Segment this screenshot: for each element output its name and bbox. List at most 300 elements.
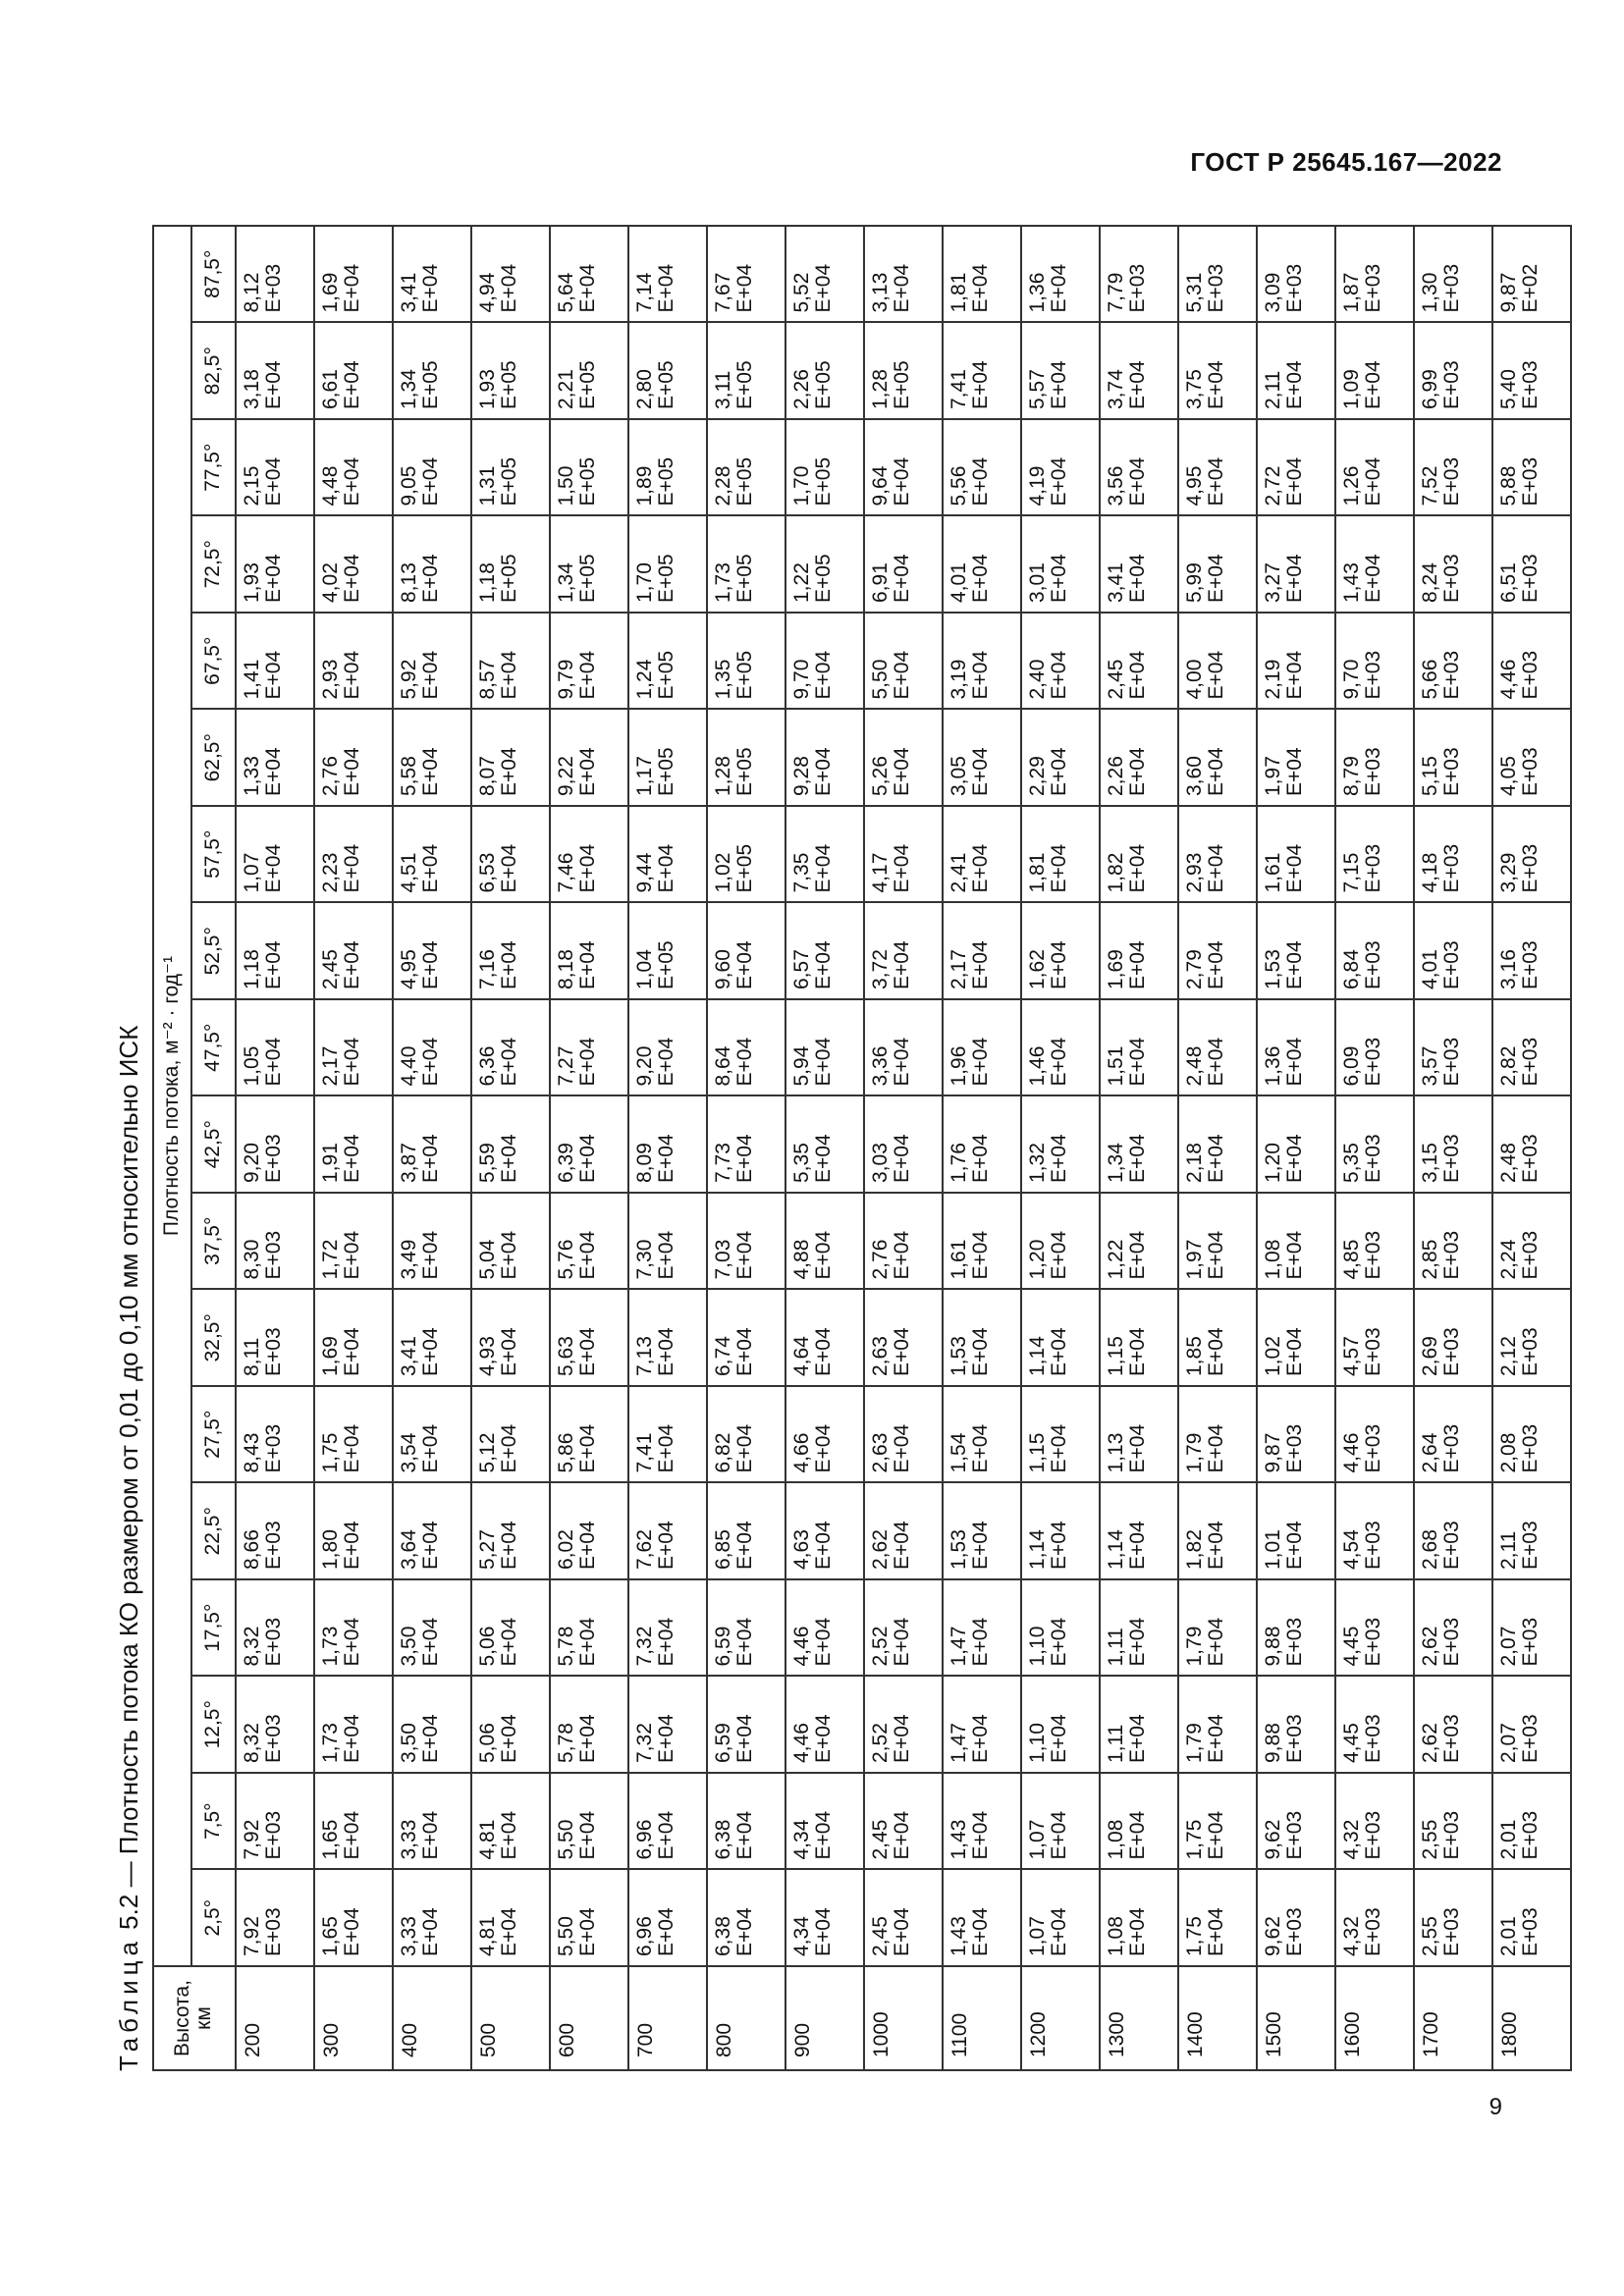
caption-dash: — (114, 1861, 143, 1888)
flux-value-cell (314, 903, 393, 1000)
value-exponent: E+04 (812, 1714, 835, 1763)
value-mantissa: 1,01 (1262, 1529, 1284, 1570)
value-exponent: E+03 (262, 1714, 285, 1763)
value-exponent: E+04 (655, 1327, 677, 1376)
flux-value-cell (314, 419, 393, 516)
flux-value-cell (785, 1386, 864, 1483)
flux-value-cell (707, 1677, 785, 1774)
value-exponent: E+03 (1283, 1617, 1306, 1667)
value-mantissa: 4,32 (1340, 1916, 1363, 1956)
value-exponent: E+04 (1362, 360, 1384, 409)
flux-value-cell (1492, 419, 1571, 516)
value-exponent: E+04 (891, 1327, 913, 1376)
flux-value-cell (393, 710, 471, 807)
angle-header: 87,5° (191, 226, 236, 323)
value-exponent: E+04 (419, 747, 442, 796)
flux-value-cell (471, 999, 550, 1096)
value-mantissa: 3,60 (1183, 756, 1206, 796)
value-exponent: E+04 (576, 1037, 599, 1087)
flux-value-cell (314, 1290, 393, 1387)
value-exponent: E+04 (969, 1907, 992, 1956)
flux-value-cell (1257, 613, 1335, 710)
value-mantissa: 3,50 (398, 1626, 420, 1667)
altitude-cell: 900 (785, 1966, 864, 2070)
value-mantissa: 1,14 (1105, 1529, 1127, 1570)
flux-value-cell (785, 419, 864, 516)
flux-value-cell (628, 1386, 707, 1483)
value-mantissa: 1,53 (1262, 949, 1284, 989)
value-exponent: E+03 (262, 1423, 285, 1473)
value-mantissa: 1,82 (1183, 1529, 1206, 1570)
value-exponent: E+04 (576, 263, 599, 313)
flux-value-cell (943, 1096, 1021, 1194)
value-exponent: E+04 (812, 1327, 835, 1376)
flux-value-cell (864, 226, 943, 323)
value-mantissa: 6,59 (712, 1626, 734, 1667)
flux-value-cell (236, 1290, 314, 1387)
value-exponent: E+03 (1519, 1714, 1542, 1763)
value-exponent: E+03 (1519, 1521, 1542, 1570)
flux-value-cell (864, 1483, 943, 1580)
value-exponent: E+04 (341, 1037, 363, 1087)
value-mantissa: 6,36 (476, 1045, 499, 1087)
value-mantissa: 2,68 (1419, 1529, 1441, 1570)
flux-value-cell (1492, 1483, 1571, 1580)
value-mantissa: 2,07 (1497, 1626, 1520, 1667)
value-mantissa: 4,81 (476, 1819, 499, 1860)
value-exponent: E+05 (891, 360, 913, 409)
value-exponent: E+04 (498, 650, 520, 700)
value-mantissa: 6,84 (1340, 949, 1363, 989)
value-mantissa: 7,14 (633, 272, 656, 313)
value-mantissa: 5,92 (398, 659, 420, 700)
value-exponent: E+04 (1126, 843, 1149, 893)
value-mantissa: 5,78 (555, 1626, 577, 1667)
value-mantissa: 1,28 (712, 756, 734, 796)
flux-value-cell (707, 1290, 785, 1387)
value-exponent: E+04 (341, 360, 363, 409)
value-mantissa: 2,45 (869, 1916, 892, 1956)
flux-value-cell (1335, 999, 1414, 1096)
value-exponent: E+04 (969, 1521, 992, 1570)
value-mantissa: 2,64 (1419, 1432, 1441, 1473)
flux-value-cell (1178, 516, 1257, 614)
value-mantissa: 4,54 (1340, 1529, 1363, 1570)
value-mantissa: 4,46 (790, 1723, 813, 1763)
flux-value-cell (1021, 1870, 1100, 1967)
value-exponent: E+04 (969, 1714, 992, 1763)
value-exponent: E+04 (262, 360, 285, 409)
value-exponent: E+03 (1362, 1810, 1384, 1860)
flux-value-cell (1100, 710, 1178, 807)
flux-value-cell (707, 1870, 785, 1967)
value-mantissa: 1,81 (1026, 852, 1049, 893)
value-exponent: E+03 (1362, 1617, 1384, 1667)
value-mantissa: 1,43 (947, 1916, 970, 1956)
flux-value-cell (864, 1870, 943, 1967)
value-mantissa: 2,18 (1183, 1143, 1206, 1183)
value-exponent: E+04 (1283, 1230, 1306, 1280)
value-exponent: E+04 (1205, 1714, 1227, 1763)
value-exponent: E+04 (1048, 1810, 1070, 1860)
value-exponent: E+04 (891, 1617, 913, 1667)
value-exponent: E+04 (655, 1134, 677, 1183)
value-mantissa: 4,46 (790, 1626, 813, 1667)
flux-value-cell (943, 1773, 1021, 1870)
flux-value-cell (236, 323, 314, 420)
value-exponent: E+04 (576, 1327, 599, 1376)
flux-value-cell (1414, 1096, 1492, 1194)
value-exponent: E+03 (1362, 1134, 1384, 1183)
value-mantissa: 6,99 (1419, 369, 1441, 409)
altitude-cell: 300 (314, 1966, 393, 2070)
value-mantissa: 2,17 (319, 1045, 342, 1087)
value-exponent: E+04 (576, 940, 599, 989)
flux-value-cell (864, 999, 943, 1096)
value-exponent: E+04 (1205, 747, 1227, 796)
value-mantissa: 3,27 (1262, 562, 1284, 603)
flux-density-table (152, 225, 1572, 2071)
value-exponent: E+04 (1283, 554, 1306, 603)
flux-value-cell (1335, 1773, 1414, 1870)
flux-value-cell (1414, 1386, 1492, 1483)
value-mantissa: 1,73 (319, 1723, 342, 1763)
value-mantissa: 1,34 (555, 562, 577, 603)
flux-value-cell (1492, 1290, 1571, 1387)
value-exponent: E+04 (1126, 1714, 1149, 1763)
value-exponent: E+04 (1048, 747, 1070, 796)
value-exponent: E+04 (969, 1037, 992, 1087)
value-exponent: E+03 (1440, 843, 1463, 893)
value-mantissa: 1,02 (1262, 1336, 1284, 1376)
value-mantissa: 9,87 (1262, 1432, 1284, 1473)
table-row (864, 226, 943, 2070)
flux-value-cell (628, 419, 707, 516)
table-row (550, 226, 628, 2070)
value-exponent: E+04 (341, 1521, 363, 1570)
flux-value-cell (707, 516, 785, 614)
value-exponent: E+05 (733, 360, 756, 409)
flux-value-cell (314, 1096, 393, 1194)
value-mantissa: 1,18 (476, 562, 499, 603)
flux-value-cell (628, 999, 707, 1096)
value-exponent: E+04 (1205, 1521, 1227, 1570)
flux-value-cell (1335, 419, 1414, 516)
value-exponent: E+04 (733, 1327, 756, 1376)
flux-value-cell (1021, 903, 1100, 1000)
flux-value-cell (236, 1483, 314, 1580)
flux-value-cell (393, 1483, 471, 1580)
value-exponent: E+04 (891, 554, 913, 603)
value-exponent: E+03 (1519, 1423, 1542, 1473)
value-mantissa: 1,08 (1105, 1819, 1127, 1860)
angle-header: 42,5° (191, 1096, 236, 1194)
value-mantissa: 1,91 (319, 1143, 342, 1183)
value-mantissa: 7,46 (555, 852, 577, 893)
value-exponent: E+03 (262, 1327, 285, 1376)
value-exponent: E+04 (1126, 1617, 1149, 1667)
value-exponent: E+03 (1440, 650, 1463, 700)
value-exponent: E+03 (1440, 747, 1463, 796)
flux-value-cell (236, 419, 314, 516)
table-row (1257, 226, 1335, 2070)
value-mantissa: 2,01 (1497, 1819, 1520, 1860)
flux-value-cell (628, 516, 707, 614)
value-mantissa: 5,27 (476, 1529, 499, 1570)
value-mantissa: 4,01 (1419, 949, 1441, 989)
value-mantissa: 3,41 (398, 272, 420, 313)
value-mantissa: 2,93 (1183, 852, 1206, 893)
flux-value-cell (1021, 806, 1100, 903)
value-exponent: E+04 (1205, 1810, 1227, 1860)
value-exponent: E+04 (891, 263, 913, 313)
value-exponent: E+03 (1283, 1907, 1306, 1956)
value-mantissa: 5,57 (1026, 369, 1049, 409)
value-exponent: E+04 (655, 1230, 677, 1280)
altitude-cell: 1700 (1414, 1966, 1492, 2070)
value-mantissa: 6,59 (712, 1723, 734, 1763)
value-exponent: E+04 (1205, 360, 1227, 409)
value-mantissa: 5,12 (476, 1432, 499, 1473)
flux-value-cell (550, 516, 628, 614)
flux-value-cell (471, 1483, 550, 1580)
value-exponent: E+04 (1205, 1617, 1227, 1667)
value-mantissa: 1,14 (1026, 1336, 1049, 1376)
value-mantissa: 2,40 (1026, 659, 1049, 700)
flux-value-cell (1178, 1870, 1257, 1967)
value-exponent: E+03 (1362, 1230, 1384, 1280)
value-exponent: E+04 (1283, 747, 1306, 796)
value-mantissa: 8,32 (241, 1626, 263, 1667)
flux-value-cell (550, 613, 628, 710)
value-exponent: E+04 (969, 1423, 992, 1473)
value-exponent: E+04 (1126, 1037, 1149, 1087)
value-exponent: E+04 (1126, 940, 1149, 989)
flux-value-cell (1021, 1483, 1100, 1580)
value-exponent: E+04 (1126, 1521, 1149, 1570)
flux-value-cell (1178, 1579, 1257, 1677)
flux-value-cell (393, 226, 471, 323)
value-exponent: E+03 (1283, 1714, 1306, 1763)
value-mantissa: 3,03 (869, 1143, 892, 1183)
value-exponent: E+04 (891, 1521, 913, 1570)
value-exponent: E+04 (891, 1714, 913, 1763)
value-mantissa: 1,53 (947, 1529, 970, 1570)
flux-value-cell (943, 1870, 1021, 1967)
value-exponent: E+04 (891, 747, 913, 796)
value-mantissa: 2,23 (319, 852, 342, 893)
value-exponent: E+04 (341, 747, 363, 796)
value-exponent: E+04 (969, 843, 992, 893)
flux-value-cell (1100, 1290, 1178, 1387)
flux-value-cell (628, 1483, 707, 1580)
value-exponent: E+04 (733, 1617, 756, 1667)
value-exponent: E+04 (1048, 1617, 1070, 1667)
value-exponent: E+03 (1440, 1521, 1463, 1570)
flux-value-cell (550, 1386, 628, 1483)
value-exponent: E+04 (891, 1907, 913, 1956)
value-exponent: E+03 (1519, 1327, 1542, 1376)
value-exponent: E+04 (812, 1810, 835, 1860)
value-exponent: E+04 (812, 747, 835, 796)
angle-header: 52,5° (191, 903, 236, 1000)
flux-value-cell (628, 710, 707, 807)
value-exponent: E+04 (891, 1810, 913, 1860)
value-mantissa: 1,26 (1340, 465, 1363, 507)
caption-text: Плотность потока КО размером от 0,01 до 0,10 мм относительно ИСК (114, 1025, 143, 1855)
value-exponent: E+03 (1440, 1134, 1463, 1183)
value-mantissa: 3,05 (947, 756, 970, 796)
value-mantissa: 1,89 (633, 465, 656, 507)
value-exponent: E+04 (969, 1230, 992, 1280)
flux-value-cell (471, 1677, 550, 1774)
flux-value-cell (785, 613, 864, 710)
flux-value-cell (1021, 323, 1100, 420)
flux-value-cell (864, 419, 943, 516)
value-mantissa: 1,07 (241, 852, 263, 893)
value-mantissa: 4,66 (790, 1432, 813, 1473)
flux-value-cell (393, 1290, 471, 1387)
value-mantissa: 6,57 (790, 949, 813, 989)
value-mantissa: 5,59 (476, 1143, 499, 1183)
value-exponent: E+03 (1362, 1423, 1384, 1473)
value-mantissa: 5,78 (555, 1723, 577, 1763)
value-mantissa: 3,87 (398, 1143, 420, 1183)
value-mantissa: 4,00 (1183, 659, 1206, 700)
flux-value-cell (864, 1579, 943, 1677)
value-exponent: E+04 (1048, 1327, 1070, 1376)
flux-value-cell (785, 1773, 864, 1870)
value-exponent: E+03 (1362, 1327, 1384, 1376)
value-mantissa: 1,30 (1419, 272, 1441, 313)
table-row (393, 226, 471, 2070)
flux-value-cell (1414, 710, 1492, 807)
value-exponent: E+03 (1519, 1810, 1542, 1860)
value-mantissa: 6,53 (476, 852, 499, 893)
value-mantissa: 3,29 (1497, 852, 1520, 893)
value-exponent: E+03 (1362, 1907, 1384, 1956)
value-exponent: E+04 (1126, 1327, 1149, 1376)
value-exponent: E+04 (419, 843, 442, 893)
caption-label: Таблица (114, 1937, 143, 2071)
flux-value-cell (707, 613, 785, 710)
flux-value-cell (1414, 1579, 1492, 1677)
flux-value-cell (864, 710, 943, 807)
flux-value-cell (1492, 903, 1571, 1000)
flux-value-cell (1257, 1483, 1335, 1580)
value-mantissa: 1,04 (633, 949, 656, 989)
flux-value-cell (471, 710, 550, 807)
value-mantissa: 1,97 (1183, 1239, 1206, 1280)
value-mantissa: 2,80 (633, 369, 656, 409)
value-mantissa: 8,09 (633, 1143, 656, 1183)
flux-value-cell (864, 903, 943, 1000)
flux-value-cell (314, 1870, 393, 1967)
value-mantissa: 3,33 (398, 1819, 420, 1860)
altitude-cell: 1300 (1100, 1966, 1178, 2070)
value-mantissa: 1,28 (869, 369, 892, 409)
flux-value-cell (471, 1579, 550, 1677)
flux-value-cell (1100, 806, 1178, 903)
value-exponent: E+04 (1048, 1714, 1070, 1763)
flux-value-cell (314, 516, 393, 614)
value-exponent: E+04 (419, 1617, 442, 1667)
value-mantissa: 6,38 (712, 1916, 734, 1956)
value-exponent: E+04 (733, 1423, 756, 1473)
flux-value-cell (785, 1290, 864, 1387)
flux-value-cell (864, 613, 943, 710)
flux-value-cell (550, 1096, 628, 1194)
value-mantissa: 2,41 (947, 852, 970, 893)
flux-value-cell (393, 1096, 471, 1194)
value-exponent: E+04 (969, 456, 992, 507)
value-exponent: E+03 (1440, 1714, 1463, 1763)
flux-value-cell (471, 1193, 550, 1290)
flux-value-cell (1178, 1386, 1257, 1483)
altitude-header: Высота, км (153, 1966, 236, 2070)
value-exponent: E+04 (498, 1521, 520, 1570)
angle-header: 32,5° (191, 1290, 236, 1387)
flux-value-cell (707, 323, 785, 420)
value-mantissa: 1,02 (712, 852, 734, 893)
value-exponent: E+04 (812, 1037, 835, 1087)
value-exponent: E+03 (1519, 456, 1542, 507)
flux-value-cell (1414, 1773, 1492, 1870)
value-mantissa: 2,26 (790, 369, 813, 409)
caption-number: 5.2 (114, 1894, 143, 1930)
flux-value-cell (1257, 1773, 1335, 1870)
value-exponent: E+05 (655, 554, 677, 603)
value-mantissa: 1,22 (790, 562, 813, 603)
value-exponent: E+04 (262, 1037, 285, 1087)
flux-value-cell (550, 1193, 628, 1290)
value-exponent: E+04 (1283, 940, 1306, 989)
value-mantissa: 2,08 (1497, 1432, 1520, 1473)
flux-value-cell (1021, 999, 1100, 1096)
flux-value-cell (628, 1677, 707, 1774)
value-mantissa: 1,69 (1105, 949, 1127, 989)
value-exponent: E+04 (655, 843, 677, 893)
value-mantissa: 5,86 (555, 1432, 577, 1473)
flux-value-cell (471, 1773, 550, 1870)
value-exponent: E+04 (498, 1327, 520, 1376)
value-mantissa: 5,26 (869, 756, 892, 796)
value-mantissa: 6,85 (712, 1529, 734, 1570)
value-exponent: E+03 (1519, 360, 1542, 409)
flux-value-cell (550, 1677, 628, 1774)
flux-value-cell (471, 323, 550, 420)
value-exponent: E+04 (655, 1810, 677, 1860)
value-mantissa: 4,88 (790, 1239, 813, 1280)
value-exponent: E+04 (1362, 456, 1384, 507)
value-mantissa: 2,82 (1497, 1045, 1520, 1087)
value-mantissa: 2,55 (1419, 1916, 1441, 1956)
value-mantissa: 7,41 (633, 1432, 656, 1473)
flux-value-cell (1492, 999, 1571, 1096)
value-mantissa: 1,69 (319, 272, 342, 313)
value-exponent: E+04 (576, 747, 599, 796)
value-exponent: E+04 (576, 1230, 599, 1280)
value-exponent: E+04 (1283, 360, 1306, 409)
value-exponent: E+04 (1048, 456, 1070, 507)
value-exponent: E+04 (1283, 843, 1306, 893)
flux-value-cell (1414, 419, 1492, 516)
value-exponent: E+04 (262, 747, 285, 796)
value-mantissa: 2,11 (1262, 370, 1284, 409)
value-exponent: E+04 (1048, 1907, 1070, 1956)
value-exponent: E+03 (1440, 1423, 1463, 1473)
value-mantissa: 8,30 (241, 1239, 263, 1280)
